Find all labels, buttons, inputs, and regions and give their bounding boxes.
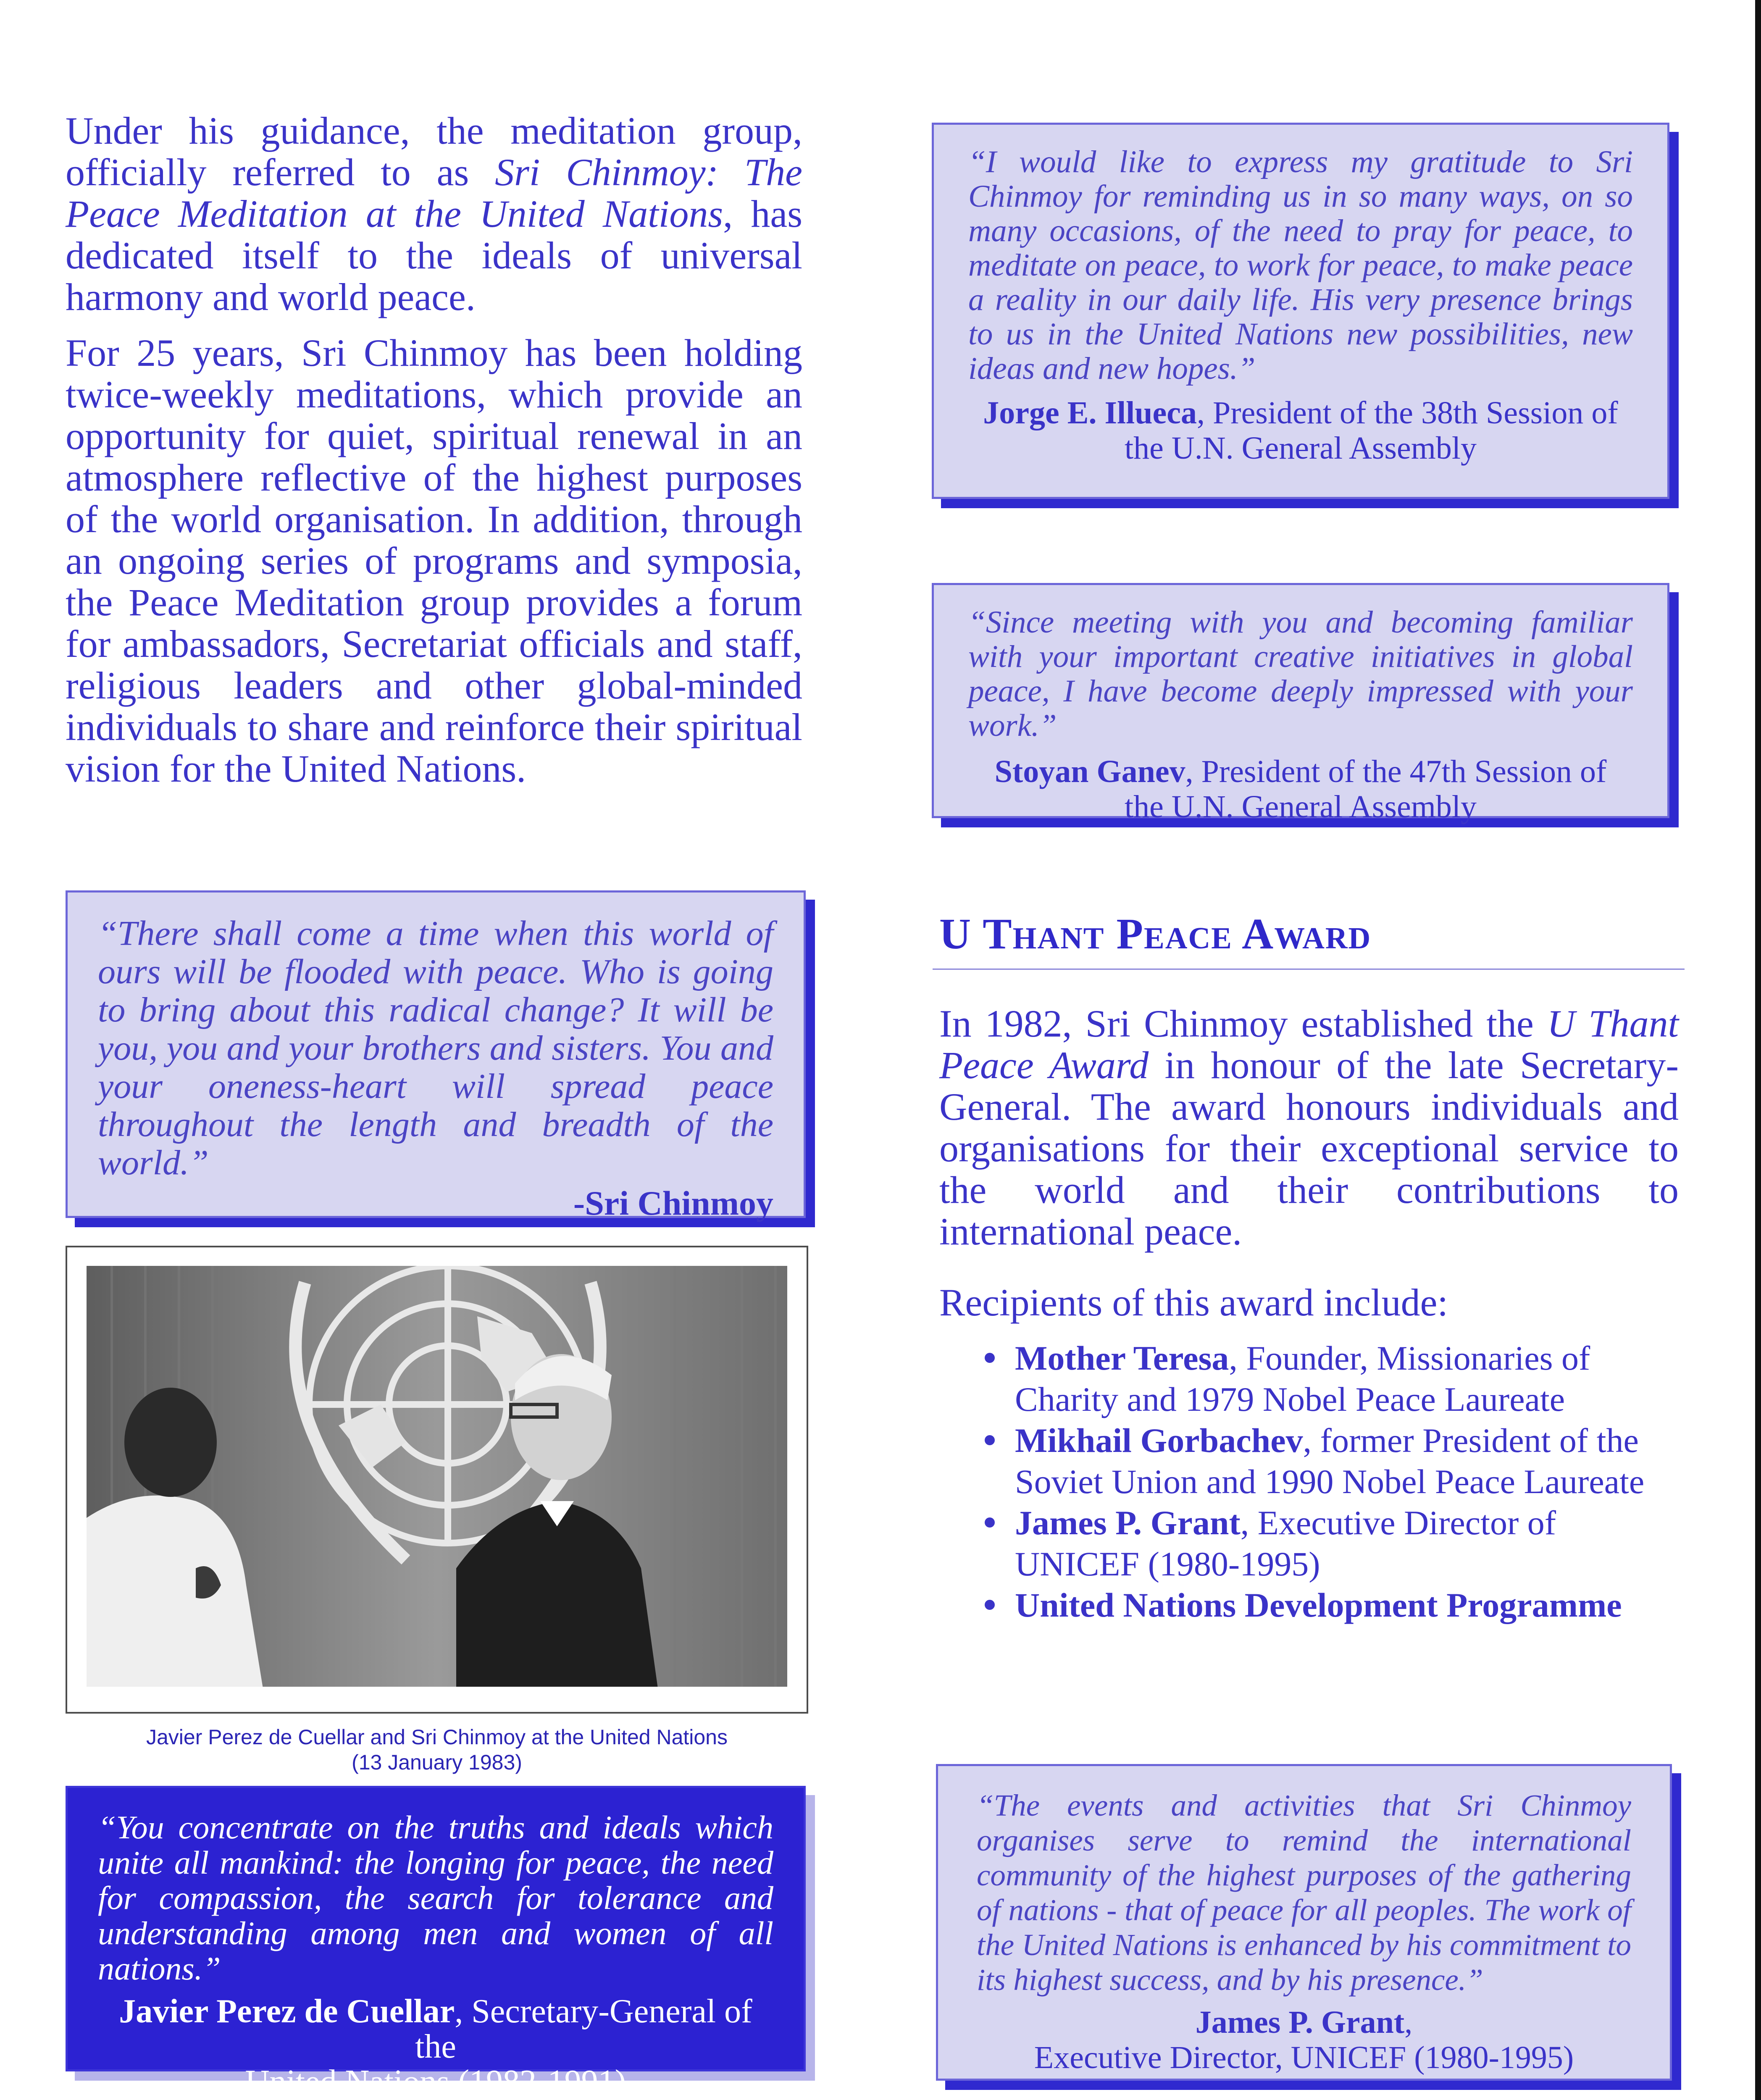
quote-text: “The events and activities that Sri Chinmoy organises serve to remind the international community of the highest purposes of the gathering of nations - that of peace for all peoples. The work of the United Nations is enhanced by his commitment to its highest success, and by his presence.” bbox=[977, 1788, 1631, 1997]
photo-frame bbox=[66, 1246, 808, 1714]
quote-author-name: Stoyan Ganev bbox=[994, 754, 1185, 789]
heading-divider bbox=[933, 969, 1685, 970]
recipient-name: Mikhail Gorbachev bbox=[1015, 1421, 1303, 1460]
quote-box-cuellar bbox=[66, 1786, 806, 2100]
recipients-intro: Recipients of this award include: bbox=[939, 1281, 1448, 1324]
quote-author-name: James P. Grant bbox=[1195, 2005, 1405, 2040]
quote-text: “I would like to express my gratitude to Sri Chinmoy for reminding us in so many ways, on so many occasions, of the need to pray for peace, to meditate on peace, to work for peace, to make peace a reality in our daily life. His very presence brings to us in the United Nations new possibilities, new ideas and new hopes.” bbox=[968, 144, 1633, 386]
bullet-icon bbox=[985, 1600, 995, 1610]
recipient-name: James P. Grant bbox=[1015, 1504, 1241, 1542]
quote-text: “Since meeting with you and becoming familiar with your important creative initiatives in global peace, I have become deeply impressed with your work.” bbox=[968, 605, 1633, 743]
quote-author: -Sri Chinmoy bbox=[573, 1184, 773, 1222]
author-role: , President of the 47th Session of bbox=[1185, 754, 1607, 789]
bullet-icon bbox=[985, 1435, 995, 1445]
intro-section bbox=[66, 110, 802, 790]
list-item bbox=[981, 1338, 1670, 1420]
author-role: , President of the 38th Session of bbox=[1197, 395, 1618, 430]
author-role: , Secretary-General of the bbox=[415, 1993, 752, 2065]
quote-attribution bbox=[968, 395, 1633, 466]
quote-text: “There shall come a time when this world of ours will be flooded with peace. Who is going to bring about this radical change? It will be you, you and your brothers and sisters. You and your oneness-heart will spread peace throughout the length and breadth of the world.” bbox=[98, 914, 773, 1182]
author-role-cont: the U.N. General Assembly bbox=[1125, 789, 1477, 824]
award-heading: U Thant Peace Award bbox=[939, 910, 1372, 958]
photo-illustration bbox=[87, 1266, 787, 1687]
quote-box-illueca bbox=[932, 123, 1669, 499]
recipients-list bbox=[981, 1338, 1670, 1626]
intro-text-start: Under his guidance, the meditation group, officially referred to as bbox=[66, 109, 802, 194]
author-role-cont: Executive Director, UNICEF (1980-1995) bbox=[1034, 2040, 1574, 2075]
list-item bbox=[981, 1420, 1670, 1502]
quote-box-ganev bbox=[932, 583, 1669, 824]
award-text-start: In 1982, Sri Chinmoy established the bbox=[939, 1002, 1547, 1045]
award-section bbox=[939, 1003, 1679, 1626]
quote-box-grant bbox=[936, 1764, 1672, 2081]
history-paragraph: For 25 years, Sri Chinmoy has been holding twice-weekly meditations, which provide an opportunity for quiet, spiritual renewal in an atmosphere reflective of the highest purposes of the world organisation. In addition, through an ongoing series of programs and symposia, the Peace Meditation group provides a forum for ambassadors, Secretariat officials and staff, religious leaders and other global-minded individuals to share and reinforce their spiritual vision for the United Nations. bbox=[66, 331, 802, 790]
author-role-cont: the U.N. General Assembly bbox=[1125, 430, 1477, 466]
award-text-end: in honour of the late Secretary-General. The award honours individuals and organisations for their exceptional service to the world and their contributions to international peace. bbox=[939, 1044, 1679, 1253]
quote-text: “You concentrate on the truths and ideals which unite all mankind: the longing for peace, the need for compassion, the search for tolerance and understanding among men and women of all nations.” bbox=[98, 1809, 773, 1987]
bullet-icon bbox=[985, 1517, 995, 1528]
list-item bbox=[981, 1585, 1670, 1626]
author-role-cont: United Nations (1982-1991) bbox=[245, 2063, 626, 2100]
recipient-name: Mother Teresa bbox=[1015, 1339, 1229, 1377]
recipient-name: United Nations Development Programme bbox=[1015, 1586, 1622, 1624]
recipient-desc: , Founder, Missionaries of Charity and 1979 Nobel Peace Laureate bbox=[1015, 1339, 1590, 1418]
quote-attribution bbox=[977, 2005, 1631, 2075]
quote-attribution bbox=[98, 1994, 773, 2100]
page-edge-mark bbox=[1755, 0, 1761, 2100]
intro-text-end: , has dedicated itself to the ideals of universal harmony and world peace. bbox=[66, 192, 802, 318]
quote-author-name: Javier Perez de Cuellar bbox=[119, 1993, 455, 2030]
photo-image bbox=[87, 1266, 787, 1687]
recipient-desc: , Executive Director of UNICEF (1980-1995) bbox=[1015, 1504, 1556, 1583]
author-role: , bbox=[1404, 2005, 1413, 2040]
quote-box-chinmoy bbox=[66, 890, 806, 1222]
photo-caption-line1: Javier Perez de Cuellar and Sri Chinmoy at the United Nations bbox=[146, 1725, 728, 1749]
photo-caption bbox=[66, 1725, 808, 1775]
intro-paragraph bbox=[66, 110, 802, 318]
quote-attribution bbox=[968, 754, 1633, 824]
recipient-desc: , former President of the Soviet Union and 1990 Nobel Peace Laureate bbox=[1015, 1421, 1645, 1501]
quote-author-name: Jorge E. Illueca bbox=[983, 395, 1197, 430]
award-name: U Thant Peace Award bbox=[939, 1002, 1679, 1087]
bullet-icon bbox=[985, 1353, 995, 1363]
award-paragraph bbox=[939, 1003, 1679, 1252]
group-name: Sri Chinmoy: The Peace Meditation at the United Nations bbox=[66, 151, 802, 235]
list-item bbox=[981, 1502, 1670, 1585]
photo-caption-line2: (13 January 1983) bbox=[352, 1751, 522, 1774]
